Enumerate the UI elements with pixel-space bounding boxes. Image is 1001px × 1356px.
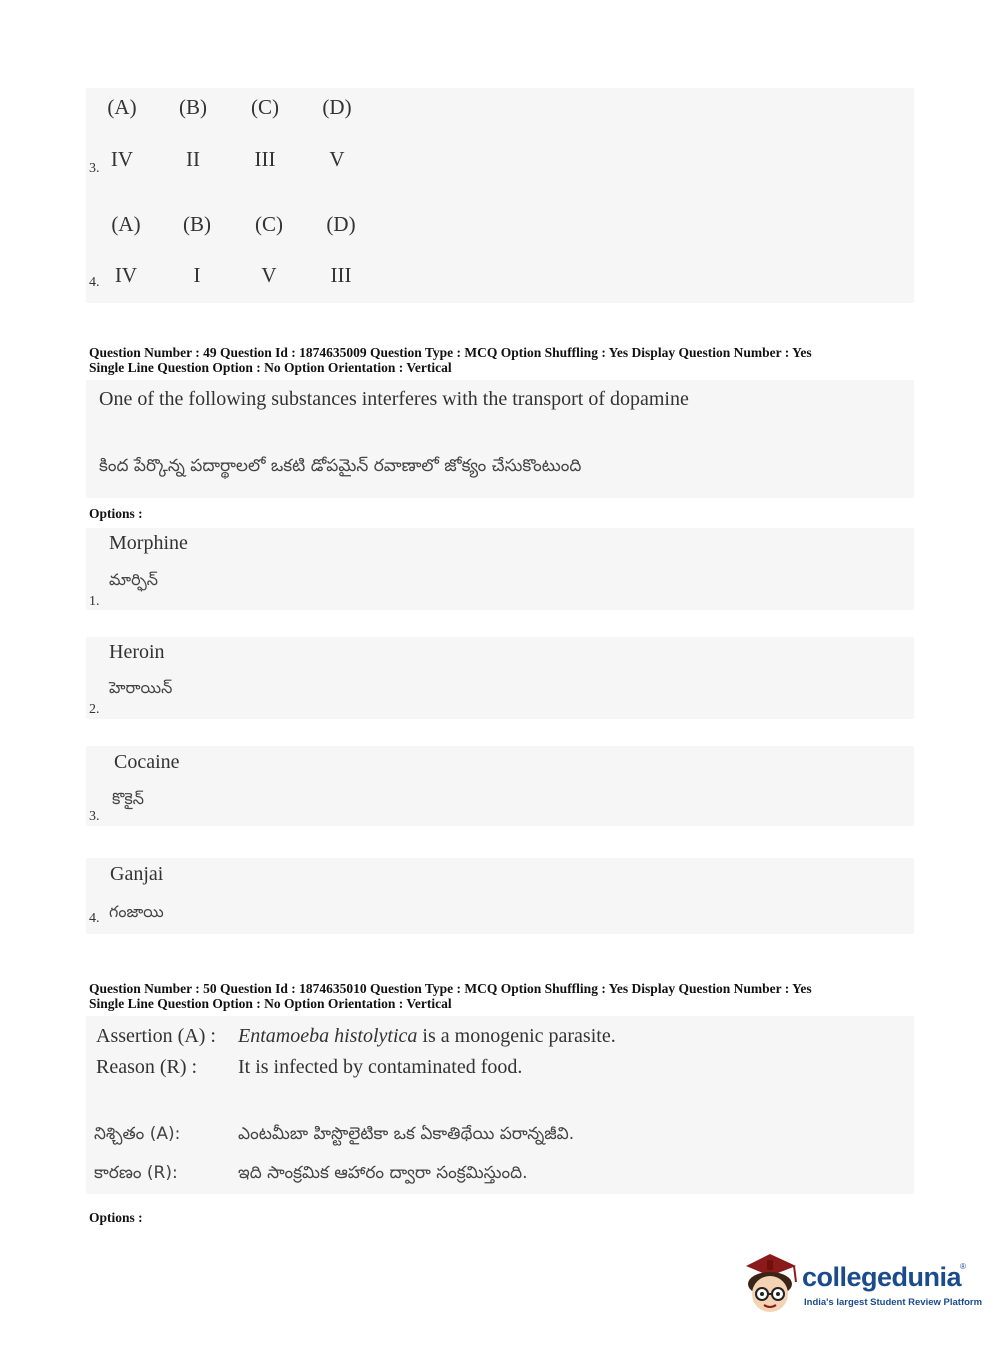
q49-option-2-te: హెరాయిన్ [109, 678, 173, 697]
match-3-value-b: II [186, 147, 200, 171]
q49-option-4-image [86, 858, 914, 934]
match-3-header-c: (C) [251, 95, 279, 119]
q50-assertion-text-te: ఎంటమీబా హిస్టొలైటికా ఒక ఏకాతిథేయి పరాన్నజీవి. [238, 1124, 575, 1144]
q49-option-3-number: 3. [89, 809, 100, 824]
match-3-value-d: V [329, 147, 345, 171]
q49-meta-line1: Question Number : 49 Question Id : 1874635009 Question Type : MCQ Option Shuffling : Yes Display Question Number : Yes [89, 345, 812, 360]
match-4-value-b: I [193, 263, 201, 287]
match-4-header-b: (B) [183, 212, 211, 236]
match-4-value-a: IV [114, 263, 138, 287]
q50-assertion-label-te: నిశ్చితం (A): [94, 1124, 181, 1144]
q50-reason-text-te: ఇది సాంక్రమిక ఆహారం ద్వారా సంక్రమిస్తుంది. [238, 1163, 528, 1183]
q50-options-label: Options : [89, 1210, 143, 1225]
collegedunia-logo [740, 1250, 983, 1320]
match-4-header-c: (C) [255, 212, 283, 236]
q49-option-4-en: Ganjai [110, 863, 164, 885]
q49-option-1-number: 1. [89, 594, 100, 609]
logo-reg-mark: ® [960, 1262, 966, 1271]
q49-option-4-number: 4. [89, 911, 100, 926]
match-3-value-a: IV [110, 147, 134, 171]
match-4-number: 4. [89, 275, 100, 290]
q49-option-4-te: గంజాయి [109, 902, 164, 921]
match-3-header-a: (A) [107, 95, 137, 119]
match-3-header-b: (B) [179, 95, 207, 119]
student-mascot-icon [740, 1250, 800, 1316]
q50-meta-line1: Question Number : 50 Question Id : 1874635010 Question Type : MCQ Option Shuffling : Yes Display Question Number : Yes [89, 981, 812, 996]
match-3-header-d: (D) [322, 95, 352, 119]
q49-option-2-number: 2. [89, 702, 100, 717]
q50-reason-label: Reason (R) : [96, 1056, 198, 1078]
match-3-number: 3. [89, 161, 100, 176]
q49-option-3-en: Cocaine [114, 751, 180, 773]
q49-question-en: One of the following substances interferes with the transport of dopamine [99, 388, 689, 410]
match-4-value-d: III [330, 263, 352, 287]
q49-option-1-image [86, 528, 914, 610]
q49-option-1-te: మార్ఫిన్ [109, 570, 158, 589]
q50-assertion-text [238, 1025, 616, 1048]
q49-option-2-image [86, 637, 914, 719]
q50-reason-label-te: కారణం (R): [94, 1163, 178, 1183]
q50-reason-text: It is infected by contaminated food. [238, 1056, 523, 1078]
q50-assertion-species: Entamoeba histolytica [238, 1025, 418, 1047]
q49-meta-line2: Single Line Question Option : No Option Orientation : Vertical [89, 360, 452, 375]
q49-option-2-en: Heroin [109, 641, 165, 663]
match-4-header-a: (A) [111, 212, 141, 236]
q49-options-label: Options : [89, 506, 143, 521]
match-3-value-c: III [254, 147, 276, 171]
q50-assertion-rest: is a monogenic parasite. [422, 1025, 616, 1047]
q50-meta-line2: Single Line Question Option : No Option Orientation : Vertical [89, 996, 452, 1011]
q49-option-3-te: కొకైన్ [112, 789, 145, 808]
logo-tagline: India's largest Student Review Platform [804, 1297, 983, 1308]
q49-option-3-image [86, 746, 914, 826]
logo-name: collegedunia [802, 1262, 962, 1292]
match-4-value-c: V [261, 263, 277, 287]
q49-option-1-en: Morphine [109, 532, 188, 554]
q49-question-te: కింద పేర్కొన్న పదార్థాలలో ఒకటి డోపమైన్ రవాణాలో జోక్యం చేసుకొంటుంది [99, 456, 582, 476]
q50-assertion-label: Assertion (A) : [96, 1025, 216, 1047]
match-4-header-d: (D) [326, 212, 356, 236]
